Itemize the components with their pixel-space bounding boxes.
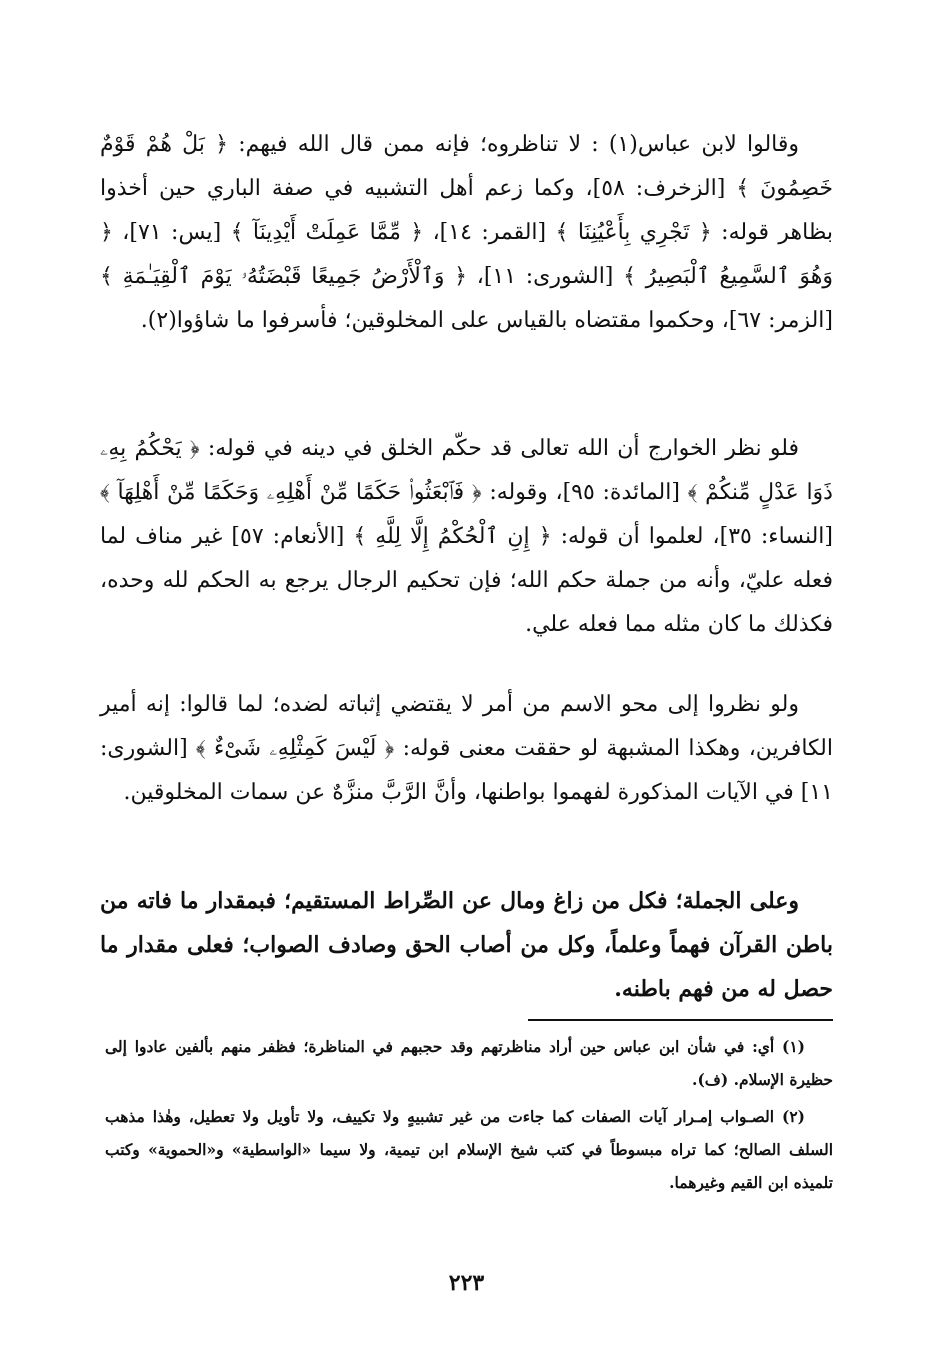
footnotes: [105, 1030, 833, 1203]
paragraph-3: [100, 683, 833, 815]
paragraph-text: فلو نظر الخوارج أن الله تعالى قد حكّم الخلق في دينه في قوله: ﴿ يَحْكُمُ بِهِۦ ذَوَا عَدْلٍ مِّنكُمْ ﴾ [المائدة: ٩٥]، وقوله: ﴿ فَٱبْعَثُوا۟ حَكَمًا مِّنْ أَهْلِهِۦ وَحَكَمًا مِّنْ أَهْلِهَآ ﴾ [النساء: ٣٥]، لعلموا أن قوله: ﴿ إِنِ ٱلْحُكْمُ إِلَّا لِلَّهِ ﴾ [الأنعام: ٥٧] غير مناف لما فعله عليّ، وأنه من جملة حكم الله؛ فإن تحكيم الرجال يرجع به الحكم لله وحده، فكذلك ما كان مثله مما فعله علي.: [100, 436, 834, 637]
footnote-2: (٢) الصـواب إمـرار آيات الصفات كما جاءت من غير تشبيهٍ ولا تكييف، ولا تأويل ولا تعطيل، وهٰذا مذهب السلف الصالح؛ كما تراه مبسوطاً في كتب شيخ الإسلام ابن تيمية، ولا سيما «الواسطية» و«الحموية» وكتب تلميذه ابن القيم وغيرهما.: [105, 1107, 833, 1192]
footnote-separator: [528, 1019, 833, 1021]
paragraph-text: وقالوا لابن عباس(١) : لا تناظروه؛ فإنه ممن قال الله فيهم: ﴿ بَلْ هُمْ قَوْمٌ خَصِمُونَ ﴾ [الزخرف: ٥٨]، وكما زعم أهل التشبيه في صفة الباري حين أخذوا بظاهر قوله: ﴿ تَجْرِي بِأَعْيُنِنَا ﴾ [القمر: ١٤]، ﴿ مِّمَّا عَمِلَتْ أَيْدِينَآ ﴾ [يس: ٧١]، ﴿ وَهُوَ ٱلسَّمِيعُ ٱلْبَصِيرُ ﴾ [الشورى: ١١]، ﴿ وَٱلْأَرْضُ جَمِيعًا قَبْضَتُهُۥ يَوْمَ ٱلْقِيَـٰمَةِ ﴾ [الزمر: ٦٧]، وحكموا مقتضاه بالقياس على المخلوقين؛ فأسرفوا ما شاؤوا(٢).: [100, 132, 833, 333]
paragraph-text: وعلى الجملة؛ فكل من زاغ ومال عن الصِّراط المستقيم؛ فبمقدار ما فاته من باطن القرآن فهماً وعلماً، وكل من أصاب الحق وصادف الصواب؛ فعلى مقدار ما حصل له من فهم باطنه.: [100, 888, 833, 1002]
paragraph-1: [100, 123, 833, 343]
paragraph-text: ولو نظروا إلى محو الاسم من أمر لا يقتضي إثباته لضده؛ لما قالوا: إنه أمير الكافرين، وهكذا المشبهة لو حققت معنى قوله: ﴿ لَيْسَ كَمِثْلِهِۦ شَىْءٌ ﴾ [الشورى: ١١] في الآيات المذكورة لفهموا بواطنها، وأنَّ الرَّبَّ منزَّهٌ عن سمات المخلوقين.: [100, 692, 833, 805]
paragraph-2: [100, 427, 833, 647]
footnote-1: (١) أي: في شأن ابن عباس حين أراد مناظرتهم وقد حجبهم في المناظرة؛ فظفر منهم بألفين عادوا إلى حظيرة الإسلام. (ف).: [105, 1037, 833, 1089]
page-number: ٢٢٣: [448, 1270, 485, 1296]
paragraph-4: [100, 879, 833, 1011]
